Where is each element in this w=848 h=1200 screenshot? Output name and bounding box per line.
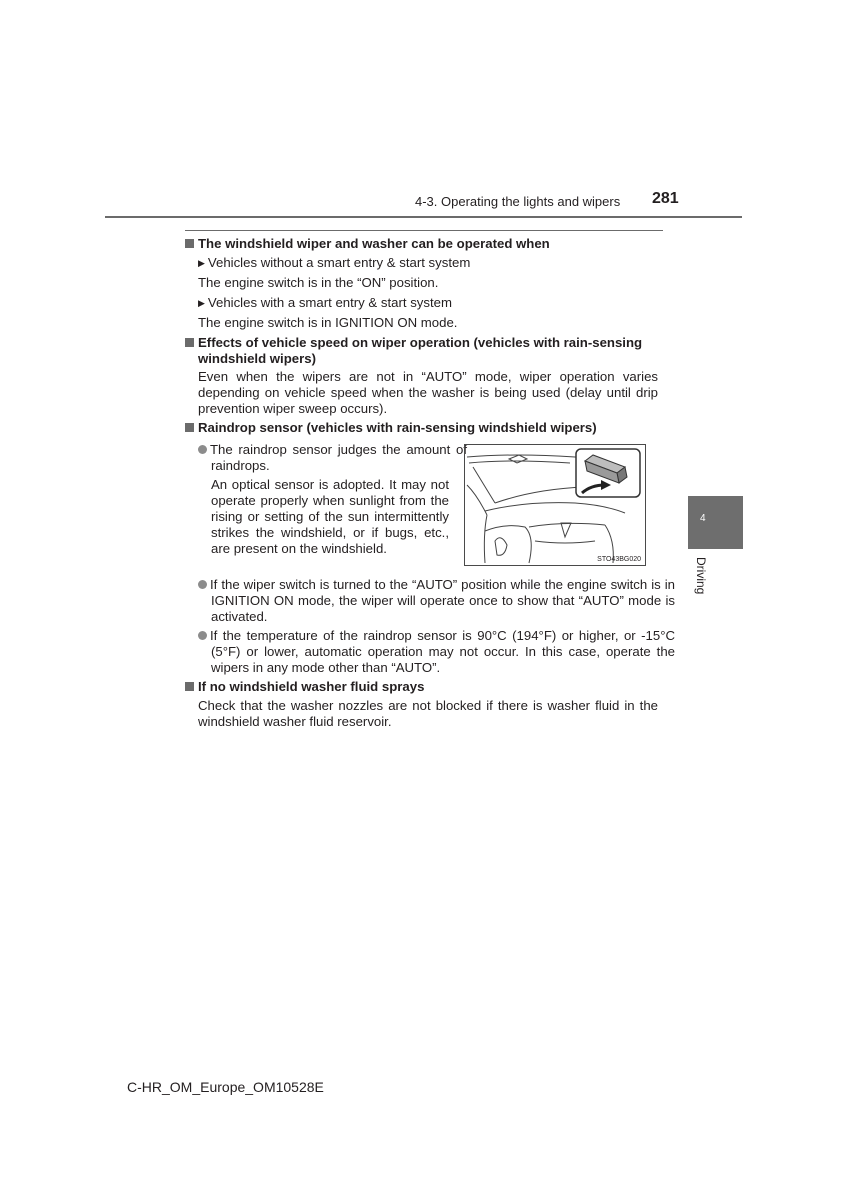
section-title: 4-3. Operating the lights and wipers: [415, 194, 621, 209]
raindrop-sensor-illustration: [464, 444, 646, 566]
heading-text: The windshield wiper and washer can be operated when: [198, 236, 550, 251]
section-heading: [185, 420, 597, 436]
section-heading: [185, 236, 550, 252]
heading-text: Effects of vehicle speed on wiper operation (vehicles with rain-sensing: [198, 335, 643, 350]
sub-condition-text: Vehicles without a smart entry & start system: [207, 255, 471, 270]
triangle-bullet-icon: ▶: [198, 298, 205, 308]
car-windshield-illustration: [465, 445, 645, 565]
paragraph: Even when the wipers are not in “AUTO” mode, wiper operation varies depending on vehicle speed when the washer is being used (delay until drip prevention wiper sweep occurs).: [198, 369, 658, 416]
paragraph: An optical sensor is adopted. It may not operate properly when sunlight from the rising or setting of the sun intermittently strikes the windshield, or if bugs, etc., are present on the windshield.: [211, 477, 449, 556]
round-bullet-icon: [198, 631, 207, 640]
header-divider: [105, 216, 742, 218]
square-bullet-icon: [185, 338, 194, 347]
sub-condition: [198, 255, 470, 271]
paragraph: Check that the washer nozzles are not blocked if there is washer fluid in the windshield washer fluid reservoir.: [198, 698, 658, 729]
section-heading: [185, 335, 642, 351]
section-heading: [185, 679, 424, 695]
content-divider: [185, 230, 663, 231]
square-bullet-icon: [185, 682, 194, 691]
bullet-text: The raindrop sensor judges the amount of raindrops.: [210, 442, 467, 473]
bullet-item: [198, 628, 675, 676]
round-bullet-icon: [198, 445, 207, 454]
bullet-item: [198, 577, 675, 625]
figure-code: STO43BG020: [597, 556, 641, 563]
bullet-item: [198, 442, 467, 474]
heading-text: Raindrop sensor (vehicles with rain-sensing windshield wipers): [198, 420, 597, 435]
document-code: C-HR_OM_Europe_OM10528E: [127, 1079, 324, 1095]
sub-condition-text: Vehicles with a smart entry & start system: [207, 295, 452, 310]
square-bullet-icon: [185, 239, 194, 248]
paragraph: The engine switch is in IGNITION ON mode.: [198, 315, 458, 330]
sub-condition: [198, 295, 452, 311]
section-heading-continued: windshield wipers): [198, 351, 316, 366]
round-bullet-icon: [198, 580, 207, 589]
paragraph: The engine switch is in the “ON” position.: [198, 275, 439, 290]
bullet-text: If the wiper switch is turned to the “AUTO” position while the engine switch is in IGNITION ON mode, the wiper will operate once to show that “AUTO” mode is activated.: [210, 577, 675, 624]
bullet-text: If the temperature of the raindrop sensor is 90°C (194°F) or higher, or -15°C (5°F) or lower, automatic operation may not occur. In this case, operate the wipers in any mode other than “AUTO”.: [210, 628, 675, 675]
page-number: 281: [652, 190, 679, 207]
triangle-bullet-icon: ▶: [198, 258, 205, 268]
heading-text: If no windshield washer fluid sprays: [198, 679, 425, 694]
chapter-tab: [688, 496, 743, 549]
chapter-tab-label: Driving: [694, 557, 708, 595]
square-bullet-icon: [185, 423, 194, 432]
chapter-tab-number: 4: [700, 513, 706, 524]
